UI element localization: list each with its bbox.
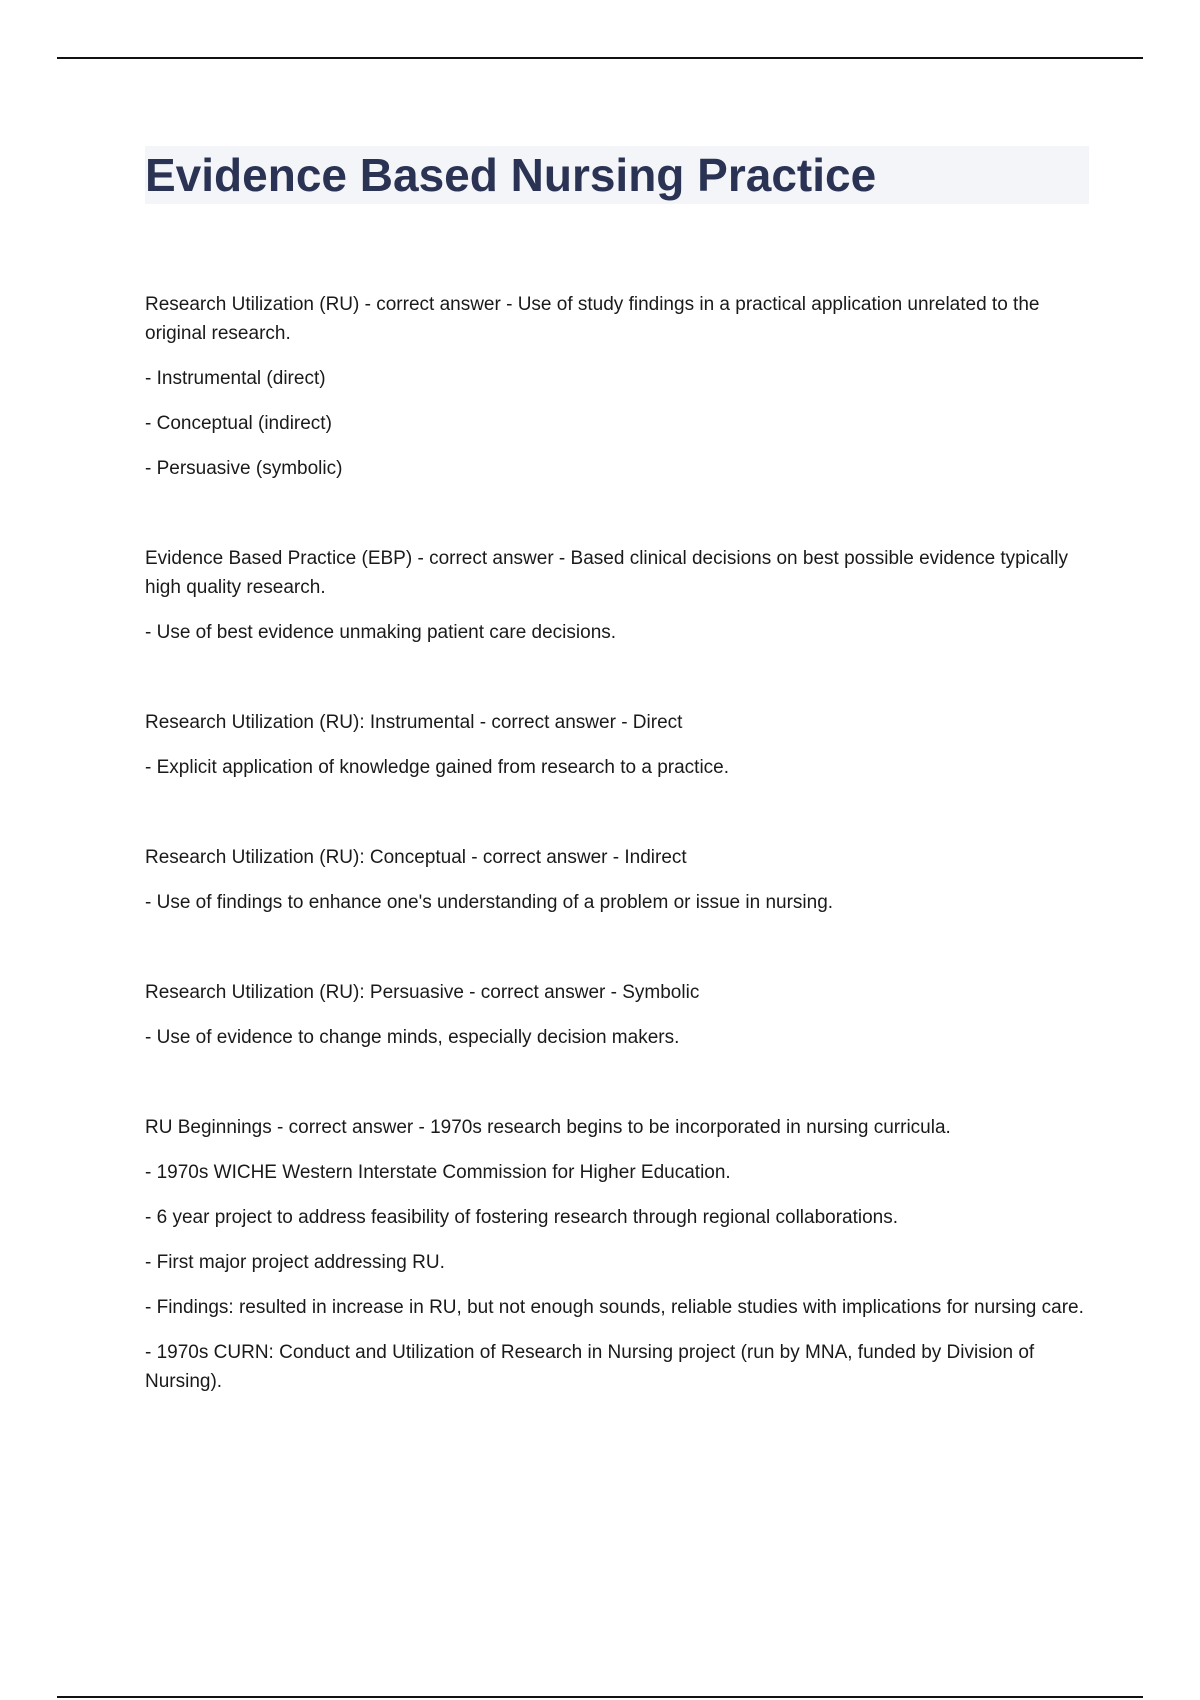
entry-ru-instrumental: [145, 708, 1095, 782]
bottom-rule: [57, 1696, 1143, 1698]
entry-point: - Use of findings to enhance one's understanding of a problem or issue in nursing.: [145, 892, 834, 913]
entry-point: - Use of best evidence unmaking patient care decisions.: [145, 622, 617, 643]
entry-point: - 6 year project to address feasibility of fostering research through regional collaborations.: [145, 1207, 899, 1228]
entry-term: Evidence Based Practice (EBP) - correct answer - Based clinical decisions on best possible evidence typically high quality research.: [145, 548, 1068, 598]
entry-ru-beginnings: [145, 1113, 1095, 1396]
entry-point: - Conceptual (indirect): [145, 413, 332, 434]
entry-term: RU Beginnings - correct answer - 1970s research begins to be incorporated in nursing curricula.: [145, 1117, 951, 1138]
entry-term: Research Utilization (RU) - correct answer - Use of study findings in a practical application unrelated to the original research.: [145, 294, 1040, 344]
entry-point: - Instrumental (direct): [145, 368, 326, 389]
top-rule: [57, 57, 1143, 59]
entry-point: - Findings: resulted in increase in RU, but not enough sounds, reliable studies with implications for nursing care.: [145, 1297, 1084, 1318]
page-title: Evidence Based Nursing Practice: [145, 149, 877, 201]
entry-point: - Use of evidence to change minds, especially decision makers.: [145, 1027, 680, 1048]
entry-term: Research Utilization (RU): Persuasive - correct answer - Symbolic: [145, 982, 700, 1003]
entry-term: Research Utilization (RU): Conceptual - correct answer - Indirect: [145, 847, 687, 868]
entry-point: - 1970s WICHE Western Interstate Commission for Higher Education.: [145, 1162, 731, 1183]
entry-point: - 1970s CURN: Conduct and Utilization of Research in Nursing project (run by MNA, funded by Division of Nursing).: [145, 1342, 1035, 1392]
entry-ru-conceptual: [145, 843, 1095, 917]
entry-point: - First major project addressing RU.: [145, 1252, 445, 1273]
entry-term: Research Utilization (RU): Instrumental - correct answer - Direct: [145, 712, 683, 733]
entry-ru-persuasive: [145, 978, 1095, 1052]
entry-point: - Explicit application of knowledge gained from research to a practice.: [145, 757, 730, 778]
entry-point: - Persuasive (symbolic): [145, 458, 343, 479]
entry-evidence-based-practice: [145, 544, 1095, 647]
entry-research-utilization: [145, 290, 1095, 483]
document-body: [145, 290, 1095, 1457]
